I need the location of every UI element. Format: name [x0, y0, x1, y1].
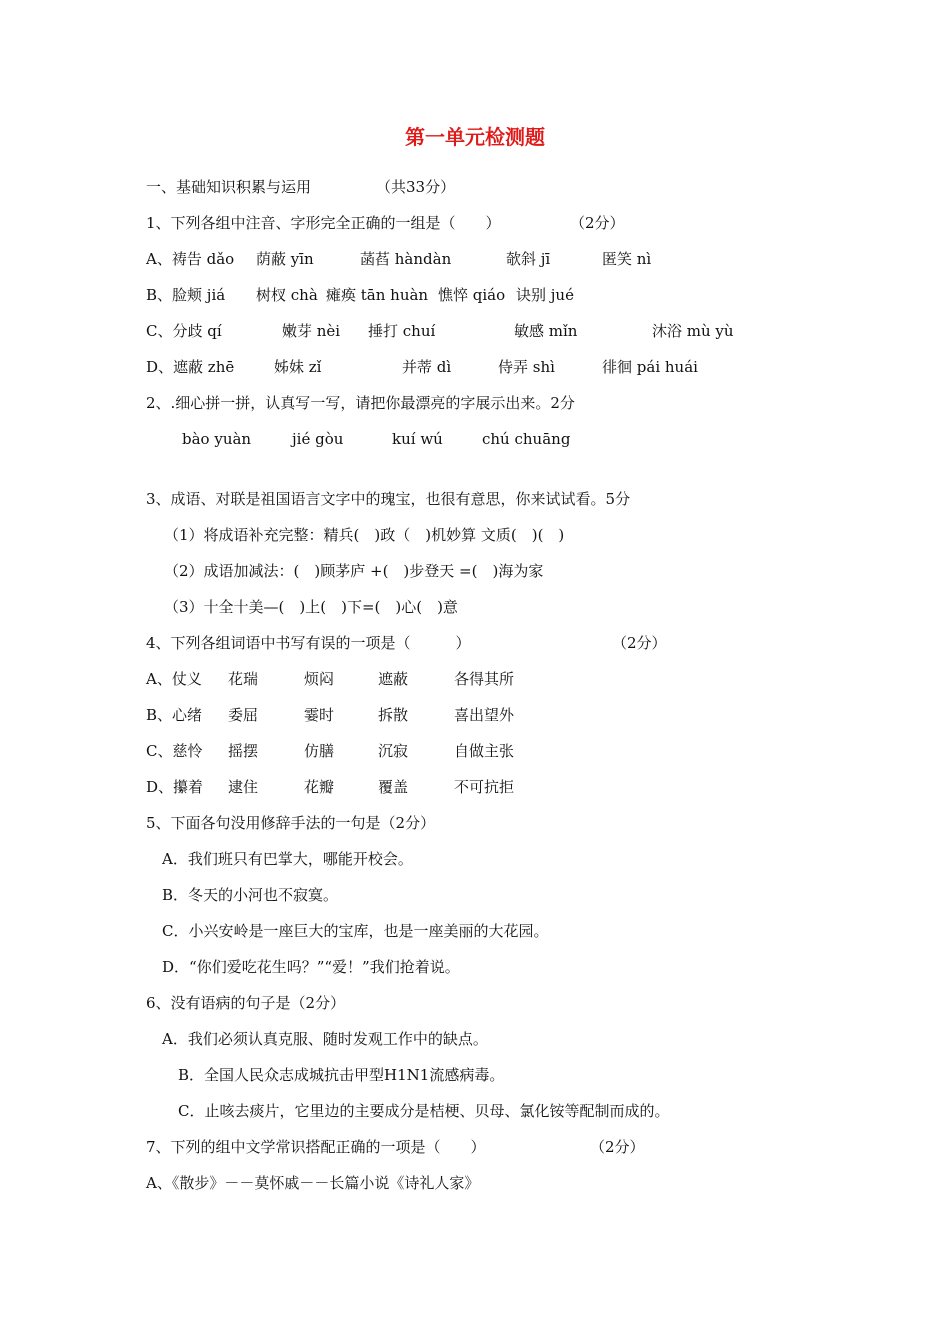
option-item: 匿笑 nì [602, 250, 652, 268]
question-1-score: （2分） [570, 214, 625, 232]
question-6-option-c: C．止咳去痰片，它里边的主要成分是桔梗、贝母、氯化铵等配制而成的。 [178, 1102, 670, 1120]
pinyin-item: bào yuàn [182, 430, 252, 448]
option-item: 仿膳 [304, 742, 335, 760]
option-item: 烦闷 [304, 670, 335, 688]
question-5: 5、下面各句没用修辞手法的一句是（2分） [146, 814, 436, 832]
question-4-score: （2分） [612, 634, 667, 652]
question-6-option-b: B．全国人民众志成城抗击甲型H1N1流感病毒。 [178, 1066, 505, 1084]
question-7-score: （2分） [590, 1138, 645, 1156]
option-item: 捶打 chuí [368, 322, 436, 340]
question-5-option-d: D．“你们爱吃花生吗？”“爱！”我们抢着说。 [162, 958, 460, 976]
question-3-part-3: （3）十全十美—( )上( )下=( )心( )意 [164, 598, 458, 616]
option-item: 花瑞 [228, 670, 259, 688]
section-score: （共33分） [376, 178, 456, 196]
option-item: 摇摆 [228, 742, 259, 760]
option-item: 各得其所 [454, 670, 515, 688]
question-3-part-1: （1）将成语补充完整：精兵( )政（ )机妙算 文质( )( ) [164, 526, 565, 544]
option-item: 委屈 [228, 706, 259, 724]
option-item: B、脸颊 jiá [146, 286, 226, 304]
question-6: 6、没有语病的句子是（2分） [146, 994, 346, 1012]
question-2: 2、.细心拼一拼，认真写一写，请把你最漂亮的字展示出来。2分 [146, 394, 575, 412]
section-title: 一、基础知识积累与运用 [146, 178, 312, 196]
pinyin-item: kuí wú [392, 430, 443, 448]
question-4: 4、下列各组词语中书写有误的一项是（ ） [146, 634, 471, 652]
option-item: A、祷告 dǎo [146, 250, 235, 268]
option-item: 树杈 chà [256, 286, 318, 304]
option-item: D、攥着 [146, 778, 204, 796]
q1-option-a [146, 249, 846, 269]
pinyin-item: chú chuāng [482, 430, 571, 448]
option-item: 诀别 jué [516, 286, 574, 304]
option-item: 拆散 [378, 706, 409, 724]
question-5-option-c: C．小兴安岭是一座巨大的宝库，也是一座美丽的大花园。 [162, 922, 549, 940]
question-7-option-a: A、《散步》－－莫怀戚－－长篇小说《诗礼人家》 [146, 1174, 480, 1192]
option-item: 菡萏 hàndàn [360, 250, 452, 268]
option-item: 敏感 mǐn [514, 322, 578, 340]
q4-option-d [146, 777, 746, 797]
q1-option-b [146, 285, 846, 305]
question-6-option-a: A．我们必须认真克服、随时发观工作中的缺点。 [162, 1030, 488, 1048]
option-item: 霎时 [304, 706, 335, 724]
q4-option-b [146, 705, 746, 725]
question-7: 7、下列的组中文学常识搭配正确的一项是（ ） [146, 1138, 486, 1156]
option-item: C、分歧 qí [146, 322, 222, 340]
option-item: D、遮蔽 zhē [146, 358, 235, 376]
option-item: 逮住 [228, 778, 259, 796]
option-item: 沐浴 mù yù [652, 322, 734, 340]
page-title: 第一单元检测题 [405, 125, 545, 149]
option-item: 并蒂 dì [402, 358, 452, 376]
option-item: 徘徊 pái huái [602, 358, 698, 376]
option-item: 侍弄 shì [498, 358, 555, 376]
option-item: B、心绪 [146, 706, 203, 724]
option-item: 憔悴 qiáo [438, 286, 506, 304]
section-heading [146, 177, 311, 197]
option-item: 自做主张 [454, 742, 515, 760]
question-1: 1、下列各组中注音、字形完全正确的一组是（ ） [146, 214, 501, 232]
option-item: 遮蔽 [378, 670, 409, 688]
pinyin-item: jié gòu [292, 430, 344, 448]
option-item: 瘫痪 tān huàn [326, 286, 429, 304]
question-3-part-2: （2）成语加减法：( )顾茅庐 +( )步登天 =( )海为家 [164, 562, 544, 580]
option-item: 花瓣 [304, 778, 335, 796]
option-item: 嫩芽 nèi [282, 322, 341, 340]
q4-option-c [146, 741, 746, 761]
option-item: 沉寂 [378, 742, 409, 760]
option-item: 荫蔽 yīn [256, 250, 314, 268]
option-item: 覆盖 [378, 778, 409, 796]
option-item: 喜出望外 [454, 706, 515, 724]
question-3: 3、成语、对联是祖国语言文字中的瑰宝，也很有意思，你来试试看。5分 [146, 490, 631, 508]
q4-option-a [146, 669, 746, 689]
question-5-option-a: A．我们班只有巴掌大，哪能开校会。 [162, 850, 413, 868]
q1-option-c [146, 321, 846, 341]
question-5-option-b: B．冬天的小河也不寂寞。 [162, 886, 339, 904]
q1-option-d [146, 357, 846, 377]
option-item: 姊妹 zǐ [274, 358, 322, 376]
option-item: 不可抗拒 [454, 778, 515, 796]
q2-pinyin-row [182, 429, 682, 449]
option-item: 欹斜 jī [506, 250, 551, 268]
option-item: C、慈怜 [146, 742, 203, 760]
option-item: A、仗义 [146, 670, 202, 688]
